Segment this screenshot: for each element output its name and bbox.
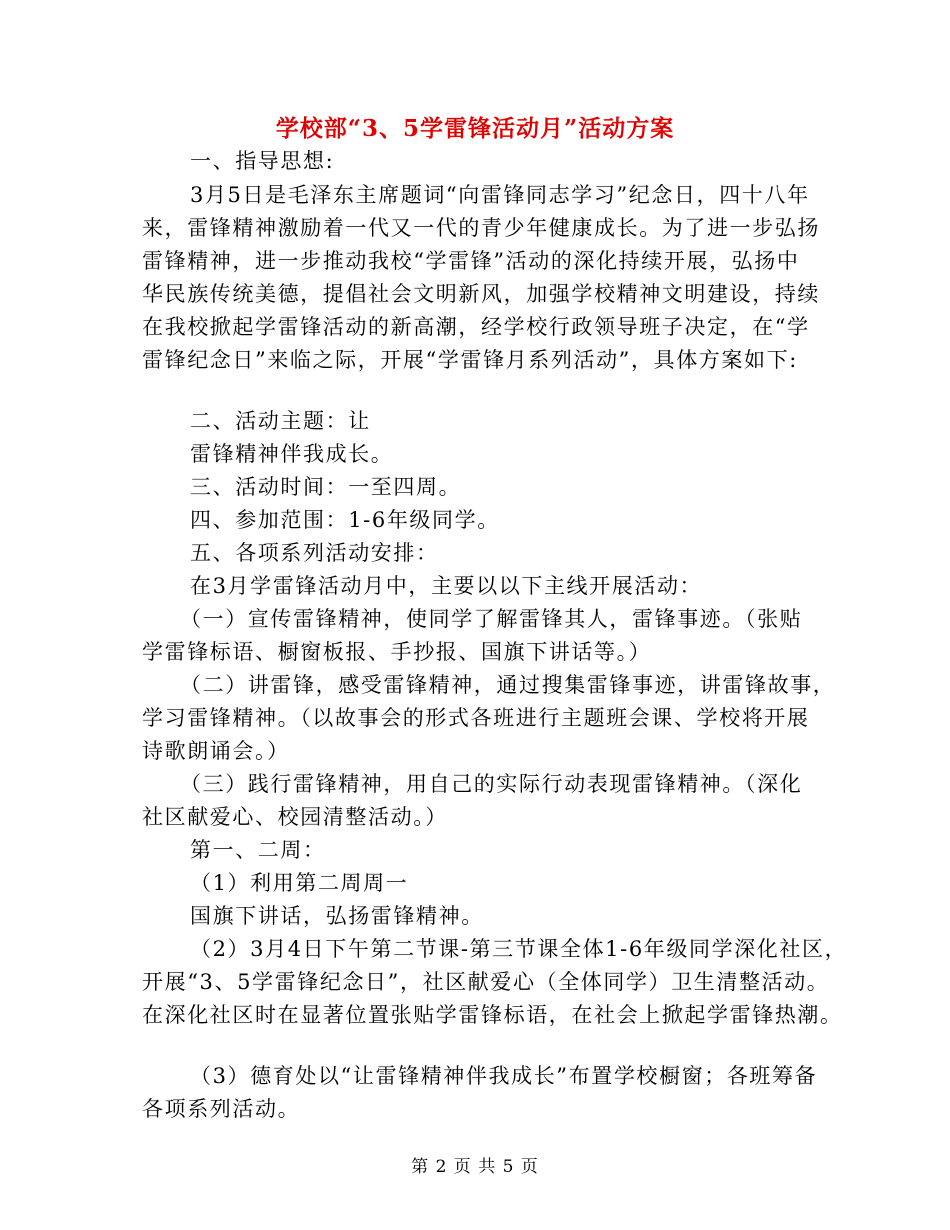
section-heading-time: 三、活动时间：一至四周。 xyxy=(190,475,462,499)
paragraph-line: 诗歌朗诵会。） xyxy=(142,739,290,763)
paragraph-line: 华民族传统美德，提倡社会文明新风，加强学校精神文明建设，持续 xyxy=(142,282,820,306)
list-item-line: （二）讲雷锋，感受雷锋精神，通过搜集雷锋事迹，讲雷锋故事， xyxy=(180,673,836,697)
paragraph-line: 在我校掀起学雷锋活动的新高潮，经学校行政领导班子决定，在“学 xyxy=(142,315,810,339)
section-heading-theme: 二、活动主题：让 xyxy=(190,409,371,433)
list-item-line: （三）践行雷锋精神，用自己的实际行动表现雷锋精神。（深化 xyxy=(180,772,803,796)
paragraph-line: 开展“3、5学雷锋纪念日”，社区献爱心（全体同学）卫生清整活动。 xyxy=(142,970,830,994)
paragraph-line: 社区献爱心、校园清整活动。） xyxy=(142,805,448,829)
list-item-line: （1）利用第二周周一 xyxy=(190,871,409,895)
subheading-weeks: 第一、二周： xyxy=(190,838,326,862)
paragraph-line: 学雷锋标语、橱窗板报、手抄报、国旗下讲话等。） xyxy=(142,640,652,664)
paragraph-line: 国旗下讲话，弘扬雷锋精神。 xyxy=(190,904,484,928)
section-heading-scope: 四、参加范围：1-6年级同学。 xyxy=(190,508,500,532)
paragraph-line: 雷锋精神伴我成长。 xyxy=(190,442,394,466)
paragraph-line: 3月5日是毛泽东主席题词“向雷锋同志学习”纪念日，四十八年 xyxy=(190,183,810,207)
paragraph-line: 来，雷锋精神激励着一代又一代的青少年健康成长。为了进一步弘扬 xyxy=(142,216,820,240)
paragraph-line: 雷锋纪念日”来临之际，开展“学雷锋月系列活动”，具体方案如下: xyxy=(142,348,798,372)
paragraph-line: 在深化社区时在显著位置张贴学雷锋标语，在社会上掀起学雷锋热潮。 xyxy=(142,1003,843,1027)
section-heading-guiding-ideology: 一、指导思想: xyxy=(190,149,335,173)
paragraph-line: 雷锋精神，进一步推动我校“学雷锋”活动的深化持续开展，弘扬中 xyxy=(142,249,800,273)
section-heading-arrangements: 五、各项系列活动安排： xyxy=(190,541,439,565)
page-footer: 第 2 页 共 5 页 xyxy=(411,1157,539,1177)
list-item-line: （一）宣传雷锋精神，使同学了解雷锋其人，雷锋事迹。（张贴 xyxy=(180,607,803,631)
paragraph-line: 在3月学雷锋活动月中，主要以以下主线开展活动： xyxy=(190,574,703,598)
paragraph-line: 各项系列活动。 xyxy=(142,1097,301,1121)
paragraph-line: 学习雷锋精神。（以故事会的形式各班进行主题班会课、学校将开展 xyxy=(142,706,810,730)
list-item-line: （3）德育处以“让雷锋精神伴我成长”布置学校橱窗；各班筹备 xyxy=(190,1064,818,1088)
list-item-line: （2）3月4日下午第二节课-第三节课全体1-6年级同学深化社区， xyxy=(190,937,848,961)
document-title: 学校部“3、5学雷锋活动月”活动方案 xyxy=(275,115,675,142)
